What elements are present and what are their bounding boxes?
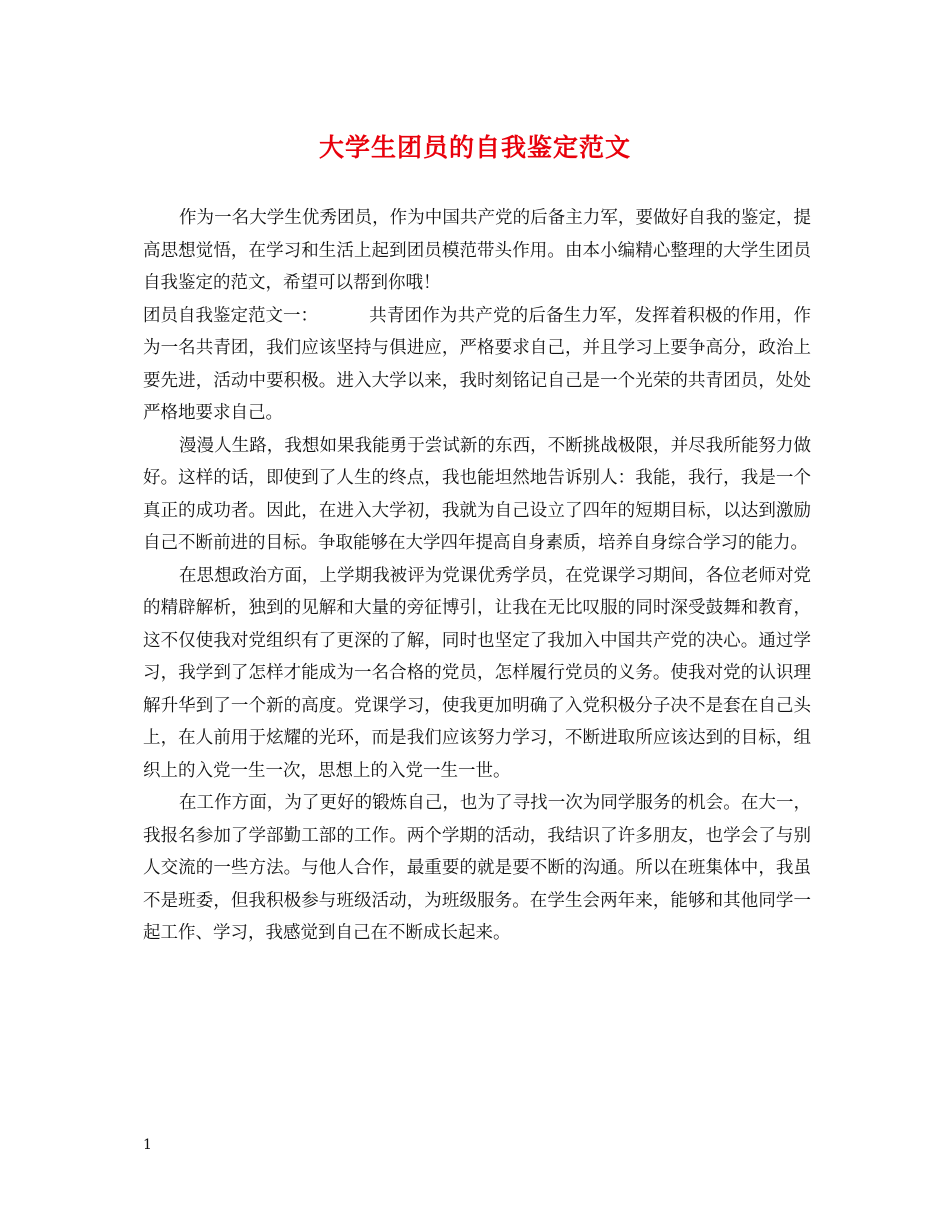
section-one-paragraph — [143, 300, 811, 430]
document-title: 大学生团员的自我鉴定范文 — [318, 133, 631, 162]
body-paragraph: 在思想政治方面，上学期我被评为党课优秀学员，在党课学习期间，各位老师对党的精辟解析，独到的见解和大量的旁征博引，让我在无比叹服的同时深受鼓舞和教育，这不仅使我对党组织有了更深的了解，同时也坚定了我加入中国共产党的决心。通过学习，我学到了怎样才能成为一名合格的党员，怎样履行党员的义务。使我对党的认识理解升华到了一个新的高度。党课学习，使我更加明确了入党积极分子决不是套在自己头上，在人前用于炫耀的光环，而是我们应该努力学习，不断进取所应该达到的目标，组织上的入党一生一次，思想上的入党一生一世。 — [143, 565, 811, 781]
document-body — [143, 202, 811, 950]
section-label: 团员自我鉴定范文一： — [143, 305, 318, 326]
section-lead-text: 共青团作为共产党的后备生力军，发挥着积极的作用，作为一名共青团，我们应该坚持与俱进应，严格要求自己，并且学习上要争高分，政治上要先进，活动中要积极。进入大学以来，我时刻铭记自己是一个光荣的共青团员，处处严格地要求自己。 — [143, 305, 811, 423]
intro-paragraph: 作为一名大学生优秀团员，作为中国共产党的后备主力军，要做好自我的鉴定，提高思想觉悟，在学习和生活上起到团员模范带头作用。由本小编精心整理的大学生团员自我鉴定的范文，希望可以帮到你哦！ — [143, 208, 811, 293]
body-paragraph: 在工作方面，为了更好的锻炼自己，也为了寻找一次为同学服务的机会。在大一，我报名参加了学部勤工部的工作。两个学期的活动，我结识了许多朋友，也学会了与别人交流的一些方法。与他人合作，最重要的就是要不断的沟通。所以在班集体中，我虽不是班委，但我积极参与班级活动，为班级服务。在学生会两年来，能够和其他同学一起工作、学习，我感觉到自己在不断成长起来。 — [143, 793, 811, 943]
body-paragraph: 漫漫人生路，我想如果我能勇于尝试新的东西，不断挑战极限，并尽我所能努力做好。这样的话，即使到了人生的终点，我也能坦然地告诉别人：我能，我行，我是一个真正的成功者。因此，在进入大学初，我就为自己设立了四年的短期目标，以达到激励自己不断前进的目标。争取能够在大学四年提高自身素质，培养自身综合学习的能力。 — [143, 435, 811, 553]
page-number: 1 — [143, 1137, 152, 1153]
